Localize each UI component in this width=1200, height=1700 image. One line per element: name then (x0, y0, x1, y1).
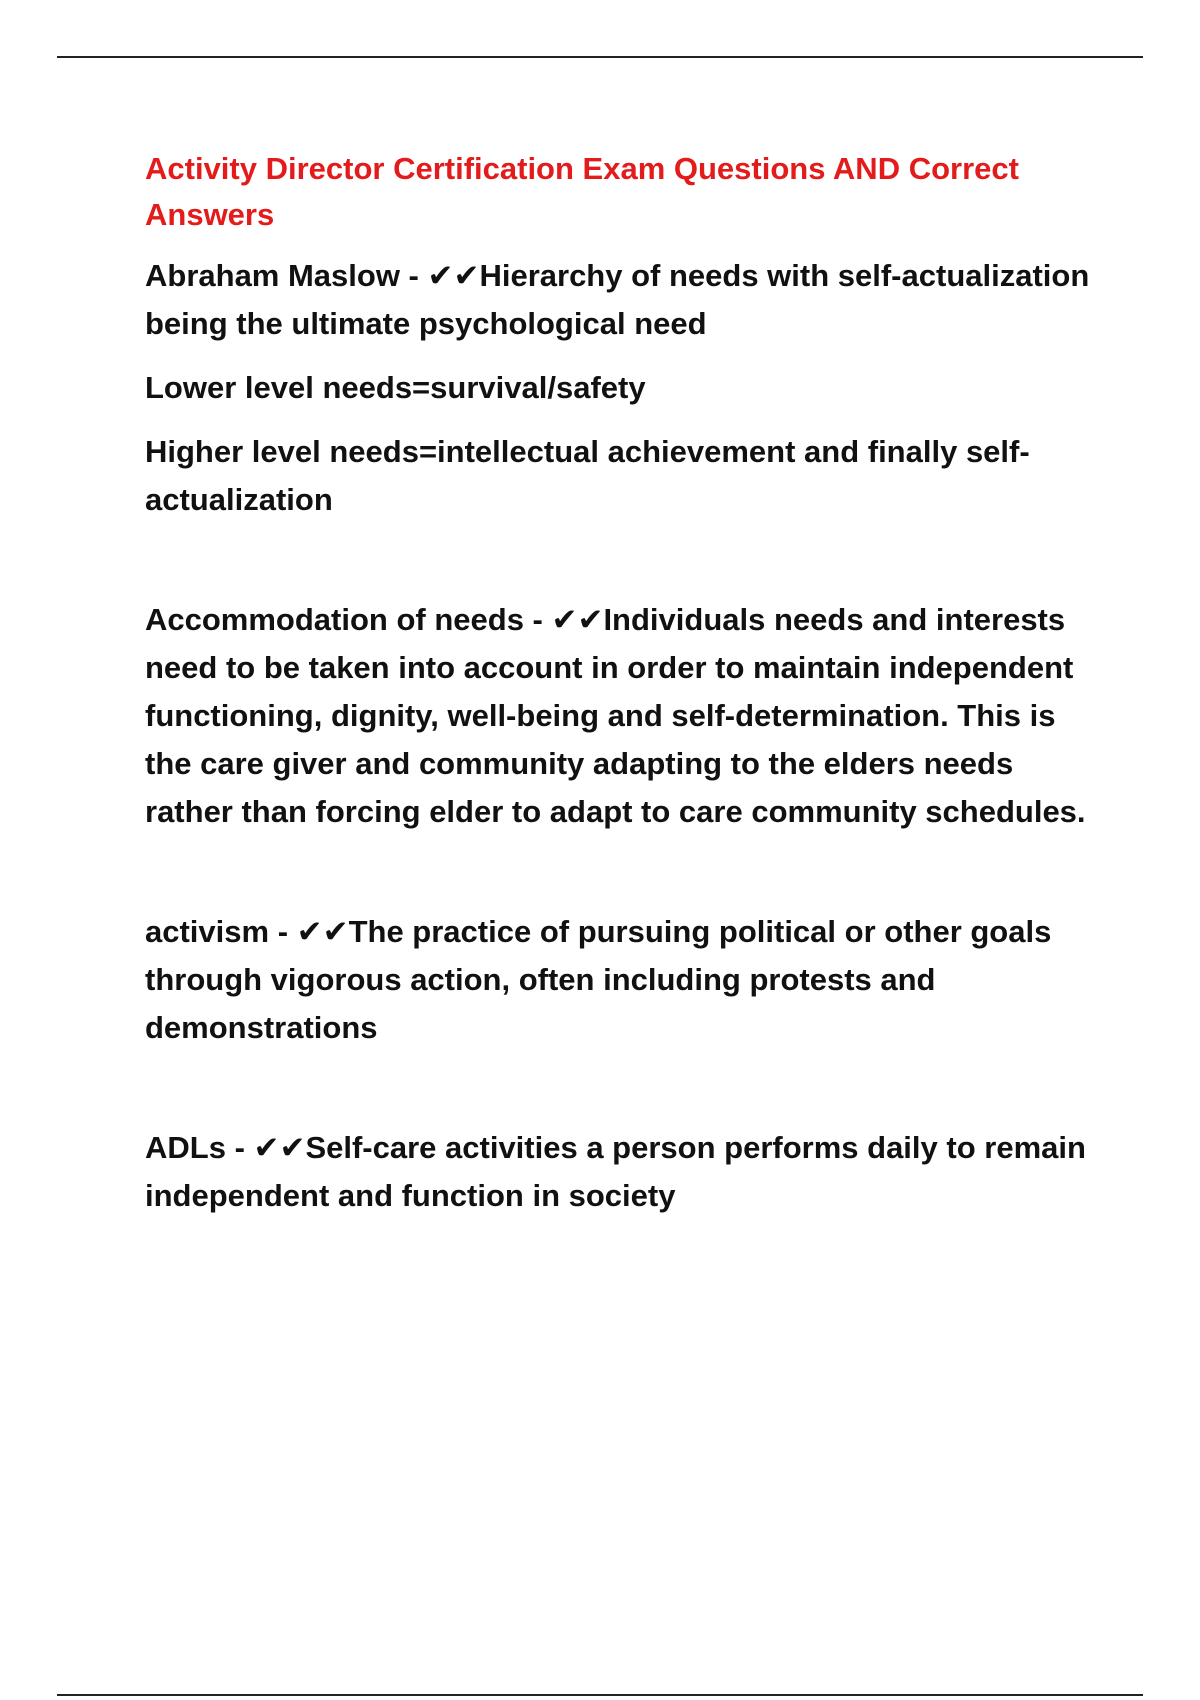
entry-term: Accommodation of needs - (145, 602, 552, 637)
entry-extra-line: Higher level needs=intellectual achievement and finally self-actualization (145, 434, 1030, 517)
checkmark-icon: ✔✔ (551, 602, 604, 638)
entry-extra-line: Lower level needs=survival/safety (145, 370, 646, 405)
checkmark-icon: ✔✔ (253, 1130, 306, 1166)
entry-definition: Hierarchy of needs with self-actualization being the ultimate psychological need (145, 258, 1090, 341)
entry-definition: Self-care activities a person performs daily to remain independent and function in society (145, 1130, 1086, 1213)
entry-definition: Individuals needs and interests need to be taken into account in order to maintain independent functioning, dignity, well-being and self-determination. This is the care giver and community adapting to the elders needs rather than forcing elder to adapt to care community schedules. (145, 602, 1086, 829)
entry-abraham-maslow (145, 252, 1095, 348)
top-rule (57, 56, 1143, 58)
entry-activism (145, 908, 1095, 1052)
bottom-rule (57, 1694, 1143, 1696)
entry-definition: The practice of pursuing political or other goals through vigorous action, often including protests and demonstrations (145, 914, 1052, 1045)
entry-term: activism - (145, 914, 297, 949)
entry-term: ADLs - (145, 1130, 254, 1165)
entry-term: Abraham Maslow - (145, 258, 428, 293)
entry-adls (145, 1124, 1095, 1220)
checkmark-icon: ✔✔ (296, 914, 349, 950)
checkmark-icon: ✔✔ (427, 258, 480, 294)
entry-accommodation-of-needs (145, 596, 1095, 836)
document-title: Activity Director Certification Exam Questions AND Correct Answers (145, 151, 1019, 232)
document-body (145, 146, 1095, 1236)
